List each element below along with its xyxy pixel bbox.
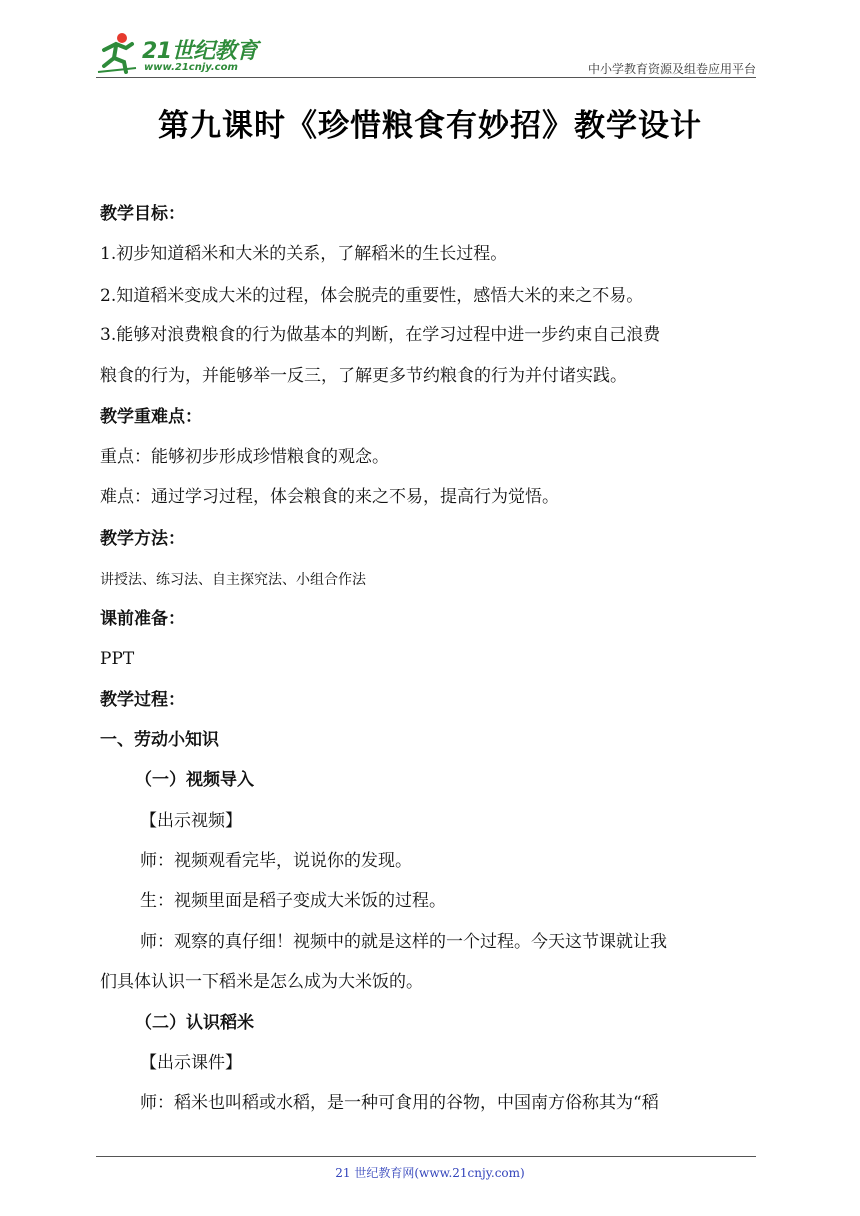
footer-divider: [96, 1156, 756, 1157]
logo: [96, 30, 276, 78]
goal-3-line-2: 粮食的行为，并能够举一反三，了解更多节约粮食的行为并付诸实践。: [100, 366, 627, 386]
part-1-1-heading: （一）视频导入: [135, 770, 254, 790]
methods-text: 讲授法、练习法、自主探究法、小组合作法: [100, 572, 366, 588]
runner-logo-icon: [96, 32, 140, 74]
show-video-label: 【出示视频】: [140, 811, 242, 831]
key-point: 重点：能够初步形成珍惜粮食的观念。: [100, 447, 389, 467]
key-points-heading: 教学重难点：: [100, 407, 202, 427]
student-line-1: 生：视频里面是稻子变成大米饭的过程。: [140, 891, 446, 911]
difficulty-point: 难点：通过学习过程，体会粮食的来之不易，提高行为觉悟。: [100, 487, 559, 507]
footer-text[interactable]: 21 世纪教育网(www.21cnjy.com): [335, 1166, 525, 1180]
teacher-line-2b: 们具体认识一下稻米是怎么成为大米饭的。: [100, 972, 423, 992]
page-header: [96, 30, 756, 78]
page-title: 第九课时《珍惜粮食有妙招》教学设计: [158, 108, 702, 144]
methods-heading: 教学方法：: [100, 529, 185, 549]
header-divider: [96, 77, 756, 78]
preparation-heading: 课前准备：: [100, 609, 185, 629]
teacher-line-1: 师：视频观看完毕，说说你的发现。: [140, 851, 412, 871]
teacher-line-3: 师：稻米也叫稻或水稻，是一种可食用的谷物，中国南方俗称其为“稻: [140, 1093, 659, 1113]
goals-heading: 教学目标：: [100, 204, 185, 224]
part-1-heading: 一、劳动小知识: [100, 730, 219, 750]
process-heading: 教学过程：: [100, 690, 185, 710]
goal-3-line-1: 3.能够对浪费粮食的行为做基本的判断，在学习过程中进一步约束自己浪费: [100, 325, 661, 345]
goal-2: 2.知道稻米变成大米的过程，体会脱壳的重要性，感悟大米的来之不易。: [100, 286, 644, 306]
preparation-text: PPT: [100, 649, 135, 669]
logo-url: www.21cnjy.com: [144, 62, 238, 73]
logo-text: 21世纪教育: [142, 39, 258, 64]
teacher-line-2a: 师：观察的真仔细！视频中的就是这样的一个过程。今天这节课就让我: [140, 932, 667, 952]
platform-label: 中小学教育资源及组卷应用平台: [587, 62, 756, 76]
part-1-2-heading: （二）认识稻米: [135, 1013, 254, 1033]
show-slide-label: 【出示课件】: [140, 1053, 242, 1073]
goal-1: 1.初步知道稻米和大米的关系，了解稻米的生长过程。: [100, 244, 508, 264]
